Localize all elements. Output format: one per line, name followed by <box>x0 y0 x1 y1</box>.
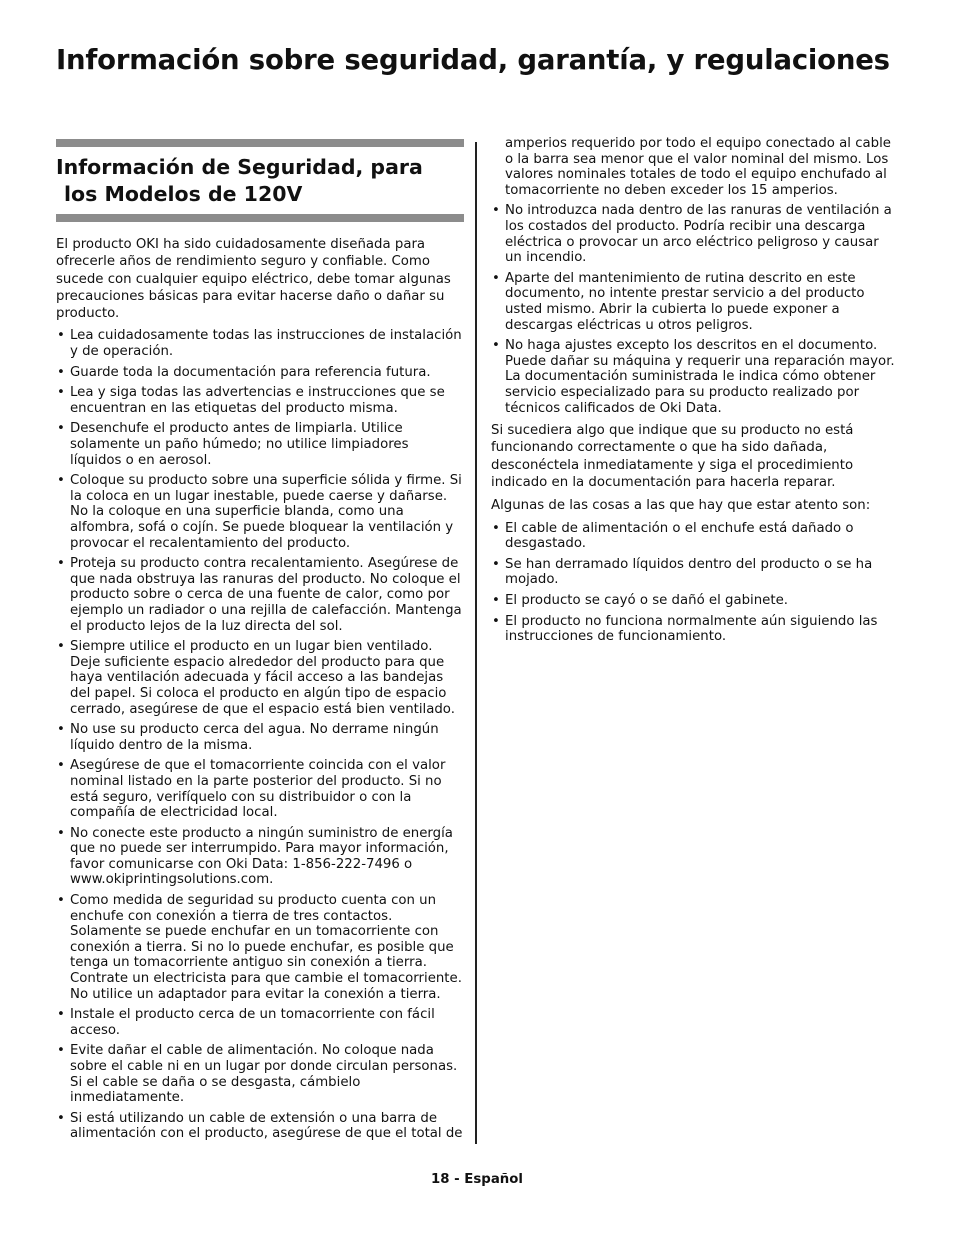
section-title-line1: Información de Seguridad, para <box>56 155 423 179</box>
watch-paragraph: Algunas de las cosas a las que hay que estar atento son: <box>491 498 871 514</box>
problem-paragraph: Si sucediera algo que indique que su producto no está funcionando correctamente o que ha sido dañada, desconéctela inmediatamente y siga el procedimiento indicado en la documentación para hacerla reparar. <box>491 423 854 490</box>
intro-paragraph: El producto OKI ha sido cuidadosamente diseñada para ofrecerle años de rendimiento seguro y confiable. Como sucede con cualquier equipo eléctrico, debe tomar algunas precauciones básicas para evitar hacerse daño o dañar su producto. <box>56 237 451 322</box>
section-rule-bottom <box>56 214 464 222</box>
list-item: • Siempre utilice el producto en un lugar bien ventilado. Deje suficiente espacio alrededor del producto para que haya ventilación adecuada y fácil acceso a las bandejas del papel. Si coloca el producto en algún tipo de espacio cerrado, asegúrese de que el espacio está bien ventilado. <box>56 639 464 717</box>
watch-list <box>491 521 895 645</box>
list-item: • Aparte del mantenimiento de rutina descrito en este documento, no intente prestar servicio a del producto usted mismo. Abrir la cubierta lo puede exponer a descargas eléctricas u otros peligros. <box>491 271 895 333</box>
list-item: • No conecte este producto a ningún suministro de energía que no puede ser interrumpido. Para mayor información, favor comunicarse con Oki Data: 1-856-222-7496 o www.okiprintingsolutions.com. <box>56 826 464 888</box>
list-item: • No use su producto cerca del agua. No derrame ningún líquido dentro de la misma. <box>56 722 464 753</box>
list-item: • Proteja su producto contra recalentamiento. Asegúrese de que nada obstruya las ranuras del producto. No coloque el producto sobre o cerca de una fuente de calor, como por ejemplo un radiador o una rejilla de calefacción. Mantenga el producto lejos de la luz directa del sol. <box>56 556 464 634</box>
list-item: • Si está utilizando un cable de extensión o una barra de alimentación con el producto, asegúrese de que el total de <box>56 1111 464 1142</box>
section-title-line2: los Modelos de 120V <box>64 182 303 206</box>
list-item: • No introduzca nada dentro de las ranuras de ventilación a los costados del producto. Podría recibir una descarga eléctrica o provocar un arco eléctrico peligroso y causar un incendio. <box>491 203 895 265</box>
list-item: • Asegúrese de que el tomacorriente coincida con el valor nominal listado en la parte posterior del producto. Si no está seguro, verifíquelo con su distribuidor o con la compañía de electricidad local. <box>56 758 464 820</box>
list-item: • El cable de alimentación o el enchufe está dañado o desgastado. <box>491 521 895 552</box>
column-divider <box>475 142 477 1144</box>
list-item-continuation: amperios requerido por todo el equipo conectado al cable o la barra sea menor que el valor nominal del mismo. Los valores nominales totales de todo el equipo enchufado al tomacorriente no deben exceder los 15 amperios. <box>505 136 891 198</box>
list-item: • El producto no funciona normalmente aún siguiendo las instrucciones de funcionamiento. <box>491 614 895 645</box>
list-item: • Lea y siga todas las advertencias e instrucciones que se encuentran en las etiquetas del producto misma. <box>56 385 464 416</box>
left-column <box>56 139 464 1148</box>
list-item: • No haga ajustes excepto los descritos en el documento. Puede dañar su máquina y requerir una reparación mayor. La documentación suministrada le indica cómo obtener servicio especializado para su producto realizado por técnicos calificados de Oki Data. <box>491 338 895 416</box>
list-item: • Evite dañar el cable de alimentación. No coloque nada sobre el cable ni en un lugar por donde circulan personas. Si el cable se daña o se desgasta, cámbielo inmediatamente. <box>56 1043 464 1105</box>
section-rule-top <box>56 139 464 147</box>
list-item: • Lea cuidadosamente todas las instrucciones de instalación y de operación. <box>56 328 464 359</box>
list-item: • Se han derramado líquidos dentro del producto o se ha mojado. <box>491 557 895 588</box>
list-item: • Como medida de seguridad su producto cuenta con un enchufe con conexión a tierra de tres contactos. Solamente se puede enchufar en un tomacorriente con conexión a tierra. Si no lo puede enchufar, es posible que tenga un tomacorriente antiguo sin conexión a tierra. Contrate un electricista para que cambie el tomacorriente. No utilice un adaptador para evitar la conexión a tierra. <box>56 893 464 1002</box>
section-title <box>56 154 464 208</box>
safety-list-left <box>56 328 464 1142</box>
page-footer: 18 - Español <box>431 1172 523 1187</box>
page-title: Información sobre seguridad, garantía, y regulaciones <box>56 44 890 76</box>
safety-list-right <box>491 136 895 416</box>
list-item: • El producto se cayó o se dañó el gabinete. <box>491 593 895 609</box>
right-column <box>491 136 895 651</box>
list-item: • Guarde toda la documentación para referencia futura. <box>56 365 464 381</box>
list-item: • Instale el producto cerca de un tomacorriente con fácil acceso. <box>56 1007 464 1038</box>
list-item: • Coloque su producto sobre una superficie sólida y firme. Si la coloca en un lugar inestable, puede caerse y dañarse. No la coloque en una superficie blanda, como una alfombra, sofá o cojín. Se puede bloquear la ventilación y provocar el recalentamiento del producto. <box>56 473 464 551</box>
list-item: • Desenchufe el producto antes de limpiarla. Utilice solamente un paño húmedo; no utilice limpiadores líquidos o en aerosol. <box>56 421 464 468</box>
